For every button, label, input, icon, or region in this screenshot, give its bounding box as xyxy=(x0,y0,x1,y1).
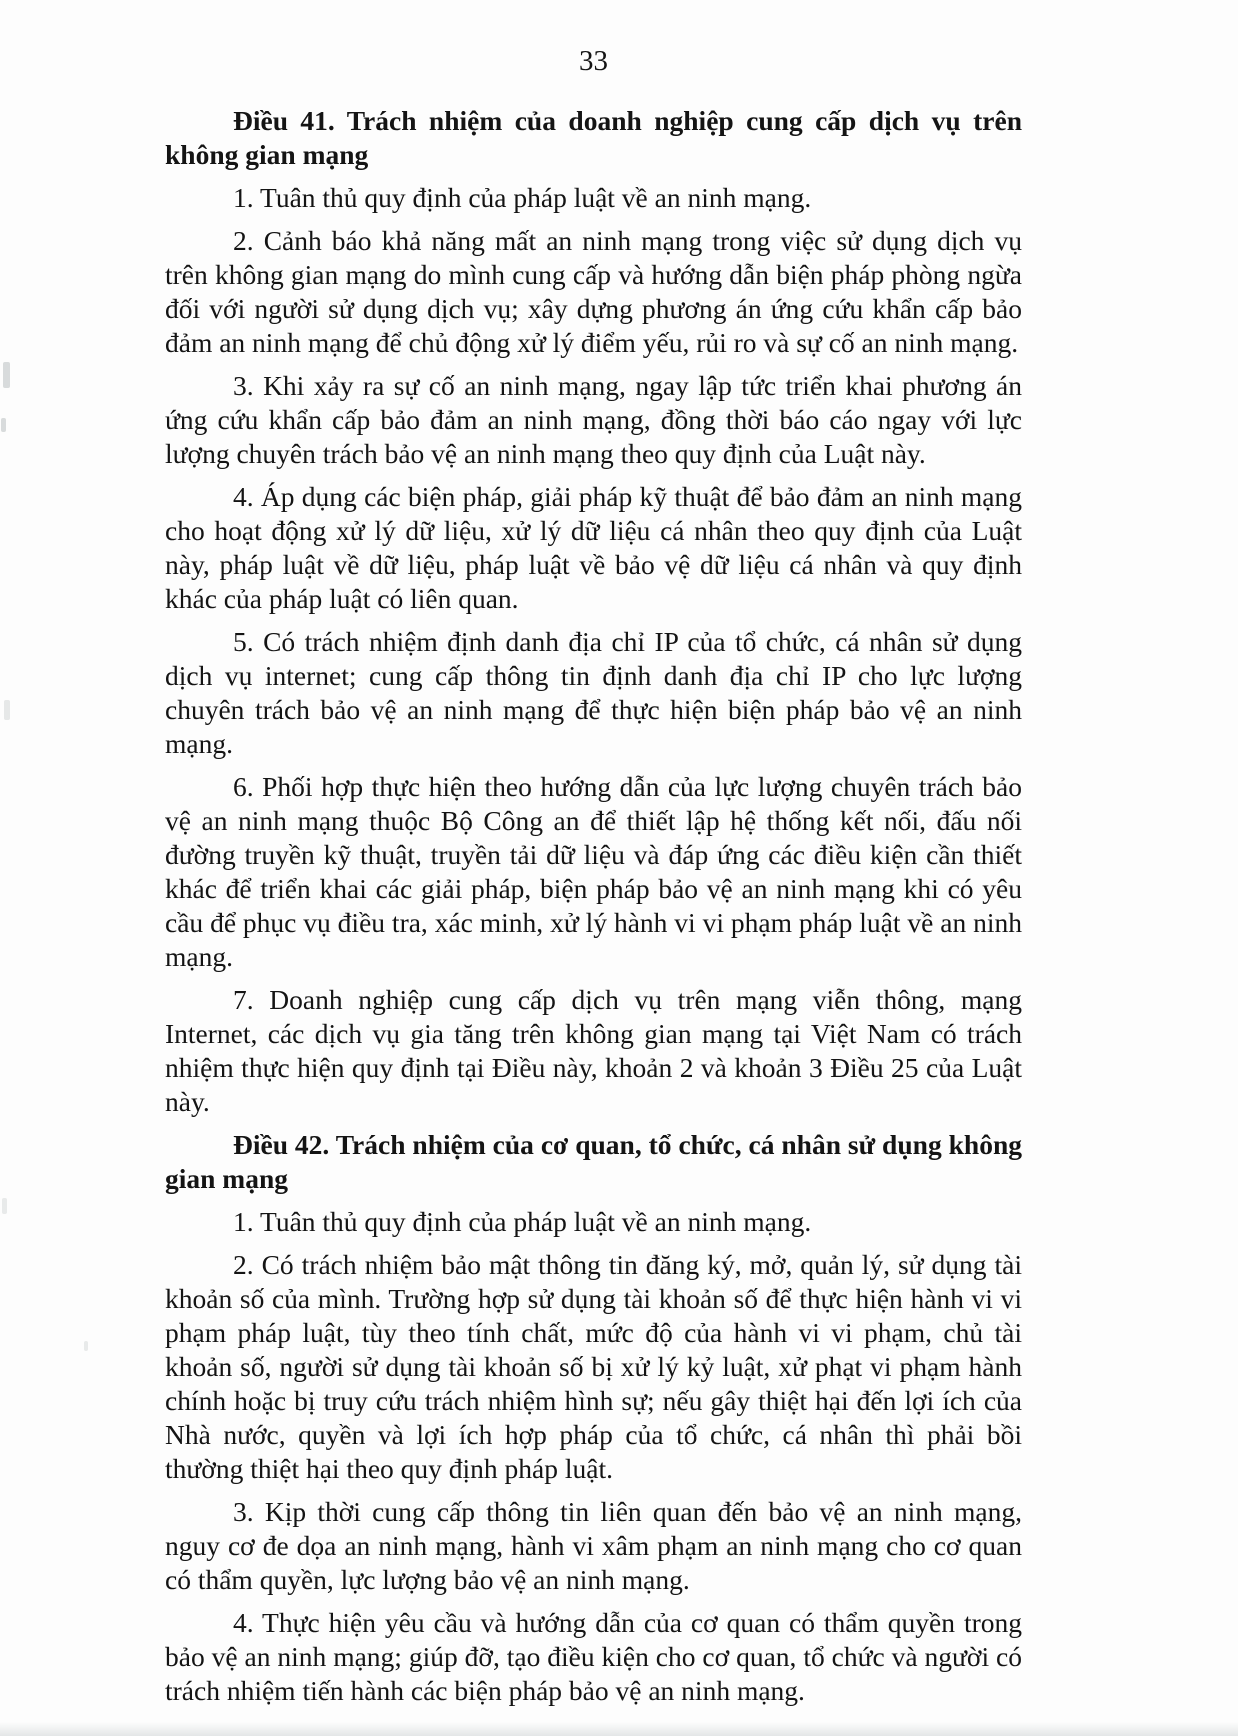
article-42-clause-1: 1. Tuân thủ quy định của pháp luật về an ninh mạng. xyxy=(233,1206,812,1237)
article-41-clause-1: 1. Tuân thủ quy định của pháp luật về an ninh mạng. xyxy=(233,182,812,213)
scan-artifact xyxy=(2,1198,7,1214)
scan-artifact xyxy=(0,1722,1238,1736)
article-42-clause-3: 3. Kịp thời cung cấp thông tin liên quan đến bảo vệ an ninh mạng, nguy cơ đe dọa an ninh mạng, hành vi xâm phạm an ninh mạng cho cơ quan có thẩm quyền, lực lượng bảo vệ an ninh mạng. xyxy=(165,1496,1022,1595)
scan-artifact xyxy=(4,700,10,720)
scan-artifact xyxy=(1,418,6,432)
article-42-heading: Điều 42. Trách nhiệm của cơ quan, tổ chức, cá nhân sử dụng không gian mạng xyxy=(165,1129,1022,1194)
article-41-clause-7: 7. Doanh nghiệp cung cấp dịch vụ trên mạng viễn thông, mạng Internet, các dịch vụ gia tăng trên không gian mạng tại Việt Nam có trách nhiệm thực hiện quy định tại Điều này, khoản 2 và khoản 3 Điều 25 của Luật này. xyxy=(165,984,1022,1117)
article-42-clause-4: 4. Thực hiện yêu cầu và hướng dẫn của cơ quan có thẩm quyền trong bảo vệ an ninh mạng; giúp đỡ, tạo điều kiện cho cơ quan, tổ chức và người có trách nhiệm tiến hành các biện pháp bảo vệ an ninh mạng. xyxy=(165,1607,1022,1706)
article-41-clause-5: 5. Có trách nhiệm định danh địa chỉ IP của tổ chức, cá nhân sử dụng dịch vụ internet; cung cấp thông tin định danh địa chỉ IP cho lực lượng chuyên trách bảo vệ an ninh mạng để thực hiện biện pháp bảo vệ an ninh mạng. xyxy=(165,626,1022,759)
article-41-clause-6: 6. Phối hợp thực hiện theo hướng dẫn của lực lượng chuyên trách bảo vệ an ninh mạng thuộc Bộ Công an để thiết lập hệ thống kết nối, đấu nối đường truyền kỹ thuật, truyền tải dữ liệu và đáp ứng các điều kiện cần thiết khác để triển khai các giải pháp, biện pháp bảo vệ an ninh mạng khi có yêu cầu để phục vụ điều tra, xác minh, xử lý hành vi vi phạm pháp luật về an ninh mạng. xyxy=(165,771,1022,972)
page-number: 33 xyxy=(579,45,608,77)
article-41-clause-2: 2. Cảnh báo khả năng mất an ninh mạng trong việc sử dụng dịch vụ trên không gian mạng do mình cung cấp và hướng dẫn biện pháp phòng ngừa đối với người sử dụng dịch vụ; xây dựng phương án ứng cứu khẩn cấp bảo đảm an ninh mạng để chủ động xử lý điểm yếu, rủi ro và sự cố an ninh mạng. xyxy=(165,225,1022,358)
scan-artifact xyxy=(3,362,10,388)
article-41-heading: Điều 41. Trách nhiệm của doanh nghiệp cung cấp dịch vụ trên không gian mạng xyxy=(165,105,1022,170)
article-41-clause-3: 3. Khi xảy ra sự cố an ninh mạng, ngay lập tức triển khai phương án ứng cứu khẩn cấp bảo đảm an ninh mạng, đồng thời báo cáo ngay với lực lượng chuyên trách bảo vệ an ninh mạng theo quy định của Luật này. xyxy=(165,370,1022,469)
article-42-clause-2: 2. Có trách nhiệm bảo mật thông tin đăng ký, mở, quản lý, sử dụng tài khoản số của mình. Trường hợp sử dụng tài khoản số để thực hiện hành vi vi phạm pháp luật, tùy theo tính chất, mức độ của hành vi vi phạm, chủ tài khoản số, người sử dụng tài khoản số bị xử lý kỷ luật, xử phạt vi phạm hành chính hoặc bị truy cứu trách nhiệm hình sự; nếu gây thiệt hại đến lợi ích của Nhà nước, quyền và lợi ích hợp pháp của tổ chức, cá nhân thì phải bồi thường thiệt hại theo quy định pháp luật. xyxy=(165,1249,1022,1484)
scan-artifact xyxy=(84,1341,88,1351)
article-41-clause-4: 4. Áp dụng các biện pháp, giải pháp kỹ thuật để bảo đảm an ninh mạng cho hoạt động xử lý dữ liệu, xử lý dữ liệu cá nhân theo quy định của Luật này, pháp luật về dữ liệu, pháp luật về bảo vệ dữ liệu cá nhân và quy định khác của pháp luật có liên quan. xyxy=(165,481,1022,614)
